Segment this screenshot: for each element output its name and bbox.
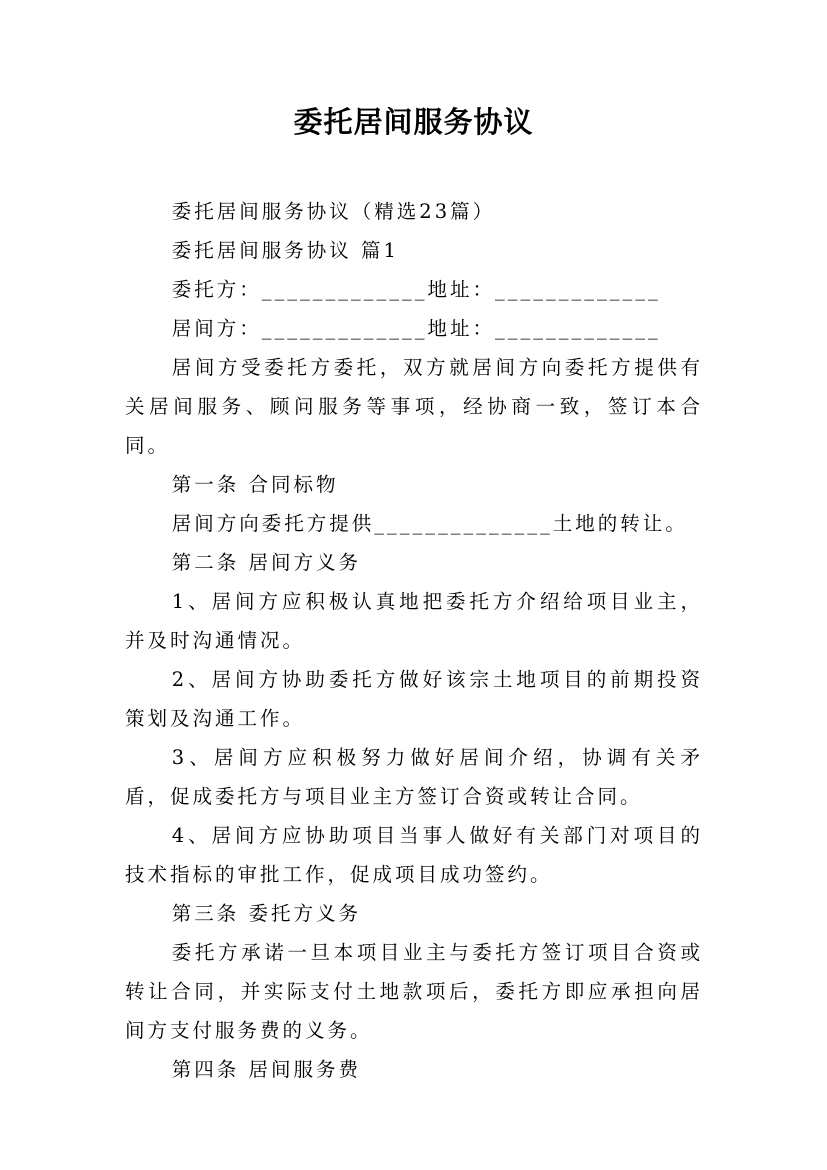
section-2-item-4: 4、居间方应协助项目当事人做好有关部门对项目的技术指标的审批工作，促成项目成功签约。 — [125, 824, 703, 886]
section-3-text: 委托方承诺一旦本项目业主与委托方签订项目合资或转让合同，并实际支付土地款项后，委托方即应承担向居间方支付服务费的义务。 — [125, 941, 703, 1042]
heading-article-1: 委托居间服务协议 篇1 — [171, 239, 399, 262]
document-body — [125, 192, 703, 1089]
client-party-line: 委托方：_____________地址：_____________ — [171, 278, 661, 301]
section-2-item-3: 3、居间方应积极努力做好居间介绍，协调有关矛盾，促成委托方与项目业主方签订合资或转让合同。 — [125, 746, 703, 808]
section-2-item-1: 1、居间方应积极认真地把委托方介绍给项目业主，并及时沟通情况。 — [125, 590, 703, 652]
section-4-heading: 第四条 居间服务费 — [171, 1058, 361, 1081]
section-2-heading: 第二条 居间方义务 — [171, 551, 361, 574]
section-1-heading: 第一条 合同标物 — [171, 473, 339, 496]
document-title: 委托居间服务协议 — [293, 105, 534, 139]
section-1-text: 居间方向委托方提供______________土地的转让。 — [171, 512, 688, 535]
intermediary-party-line: 居间方：_____________地址：_____________ — [171, 317, 661, 340]
heading-selection: 委托居间服务协议（精选23篇） — [171, 200, 496, 223]
section-3-heading: 第三条 委托方义务 — [171, 902, 361, 925]
section-2-item-2: 2、居间方协助委托方做好该宗土地项目的前期投资策划及沟通工作。 — [125, 668, 703, 730]
preamble-paragraph: 居间方受委托方委托，双方就居间方向委托方提供有关居间服务、顾问服务等事项，经协商一致，签订本合同。 — [125, 356, 703, 457]
